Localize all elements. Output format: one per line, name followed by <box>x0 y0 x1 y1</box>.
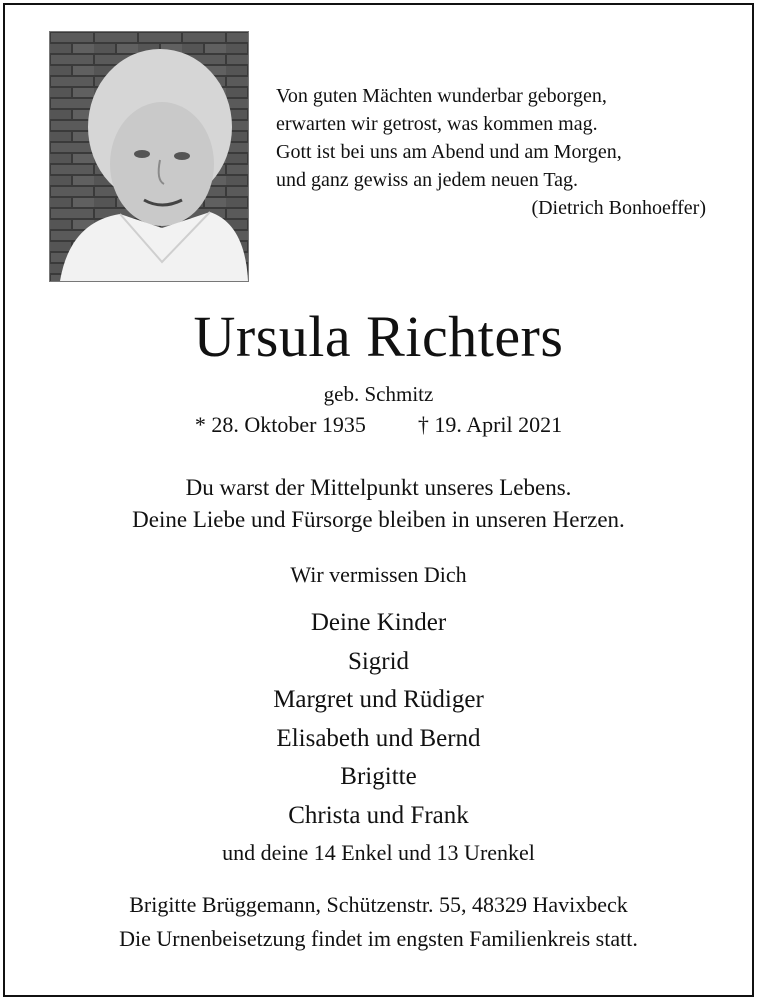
quote-line: Von guten Mächten wunderbar geborgen, <box>276 85 607 107</box>
burial-note: Die Urnenbeisetzung findet im engsten Familienkreis statt. <box>119 926 638 951</box>
grandchildren-line: und deine 14 Enkel und 13 Urenkel <box>222 840 535 865</box>
tribute-line: Deine Liebe und Fürsorge bleiben in unseren Herzen. <box>132 507 625 532</box>
family-member: Sigrid <box>347 647 410 675</box>
life-dates <box>0 410 757 440</box>
family-member: Margret und Rüdiger <box>273 686 484 713</box>
contact-address: Brigitte Brüggemann, Schützenstr. 55, 48329 Havixbeck <box>129 892 628 917</box>
portrait-photo <box>49 31 249 282</box>
quote-author: (Dietrich Bonhoeffer) <box>531 197 706 219</box>
tribute-line: Du warst der Mittelpunkt unseres Lebens. <box>185 475 572 500</box>
maiden-name: geb. Schmitz <box>323 382 434 406</box>
tribute-text <box>0 472 757 536</box>
deceased-name: Ursula Richters <box>193 304 564 369</box>
bonhoeffer-quote <box>276 82 716 222</box>
quote-line: Gott ist bei uns am Abend und am Morgen, <box>276 141 622 163</box>
family-member: Elisabeth und Bernd <box>276 724 481 752</box>
birth-date: * 28. Oktober 1935 <box>194 412 366 437</box>
death-date: † 19. April 2021 <box>417 412 563 437</box>
quote-line: und ganz gewiss an jedem neuen Tag. <box>276 169 579 191</box>
family-list <box>0 604 757 835</box>
miss-line: Wir vermissen Dich <box>290 562 467 587</box>
family-member: Brigitte <box>340 763 417 790</box>
family-heading: Deine Kinder <box>310 609 447 636</box>
contact-info <box>0 888 757 956</box>
quote-line: erwarten wir getrost, was kommen mag. <box>276 113 598 135</box>
family-member: Christa und Frank <box>288 801 469 829</box>
